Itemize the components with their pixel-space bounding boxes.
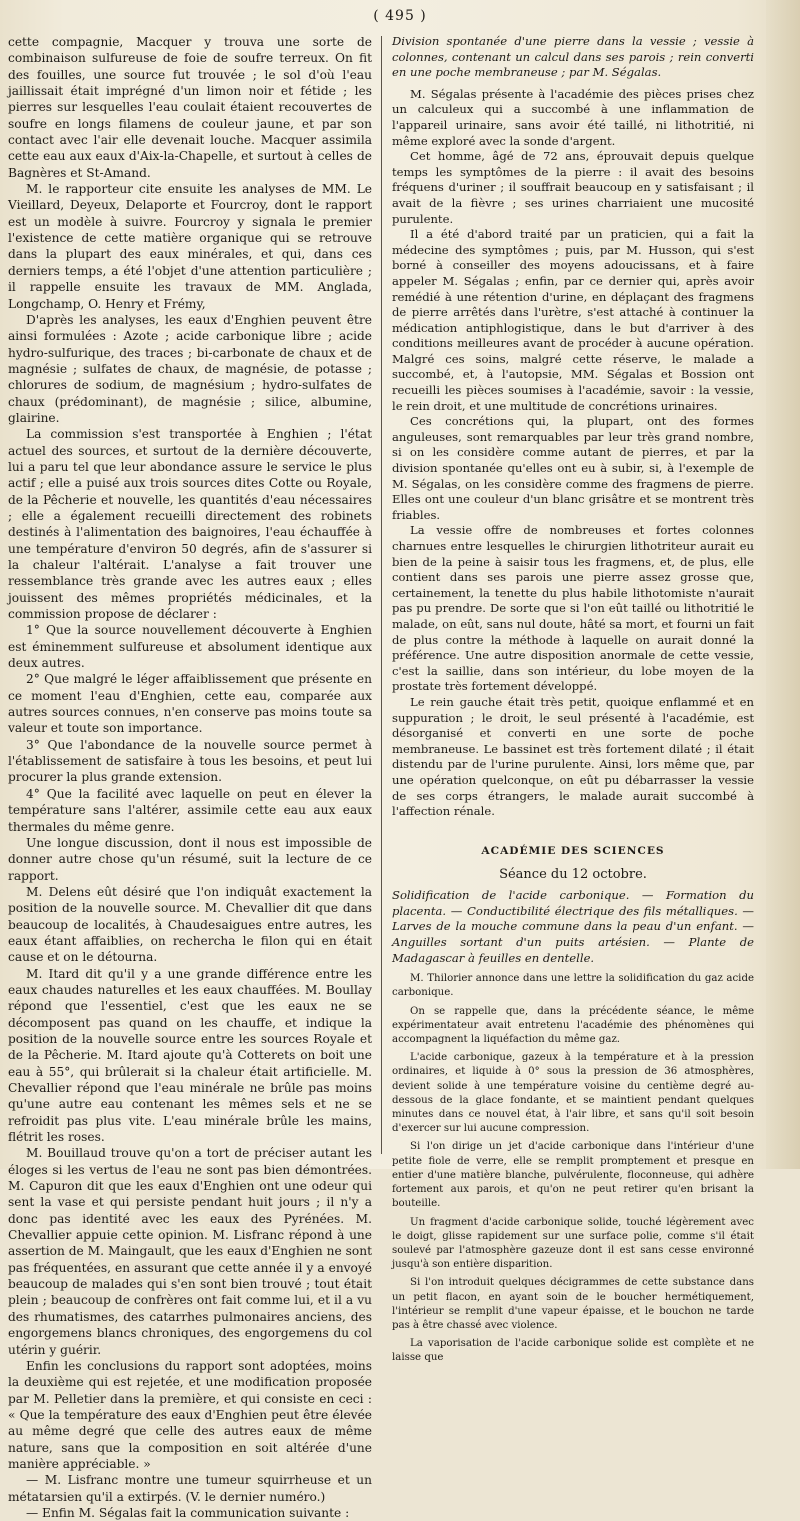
paragraph: Un fragment d'acide carbonique solide, touché légèrement avec le doigt, glisse rapidement sur une surface polie, comme s'il était soulevé par l'atmosphère gazeuze dont il est sans cesse environné jusqu'à son entière disparition. — [392, 1216, 754, 1271]
right-column — [392, 34, 754, 1364]
paragraph: On se rappelle que, dans la précédente séance, le même expérimentateur avait entretenu l'académie des phénomènes qui accompagnent la liquéfaction du même gaz. — [392, 1005, 754, 1046]
paragraph: M. Delens eût désiré que l'on indiquât exactement la position de la nouvelle source. M. Chevallier dit que dans beaucoup de localités, à Chaudesaigues entre autres, les eaux étant affaiblies, on rechercha le filon qui en était cause et on le détourna. — [8, 884, 372, 965]
paragraph: 2° Que malgré le léger affaiblissement que présente en ce moment l'eau d'Enghien, cette eau, comparée aux autres sources connues, n'en conserve pas moins toute sa valeur et toute son importance. — [8, 672, 372, 736]
paragraph: M. Ségalas présente à l'académie des pièces prises chez un calculeux qui a succombé à une inflammation de l'appareil urinaire, sans avoir été taillé, ni lithotritié, ni même exploré avec la sonde d'argent. — [392, 86, 754, 148]
left-column — [8, 34, 372, 1520]
paragraph: M. Bouillaud trouve qu'on a tort de préciser autant les éloges si les vertus de l'eau ne sont pas bien démontrées. M. Capuron dit que les eaux d'Enghien ont une odeur qui sent la vase et qui persiste pendant huit jours ; il n'y a donc pas identité avec les eaux des Pyrénées. M. Chevallier appuie cette opinion. M. Lisfranc répond à une assertion de M. Maingault, que les eaux d'Enghien ne sont pas fréquentées, en assurant que cette année il y a envoyé beaucoup de malades qui s'en sont bien trouvé ; tout était plein ; beaucoup de confrères ont fait comme lui, et il a vu des rhumatismes, des catarrhes pulmonaires anciens, des engorgemens blancs chroniques, des engorgemens du col utérin y guérir. — [8, 1146, 372, 1357]
paragraph: Si l'on dirige un jet d'acide carbonique dans l'intérieur d'une petite fiole de verre, elle se remplit promptement et presque en entier d'une matière blanche, pulvérulente, floconneuse, qui adhère fortement aux parois, et qu'on ne peut retirer qu'en brisant la bouteille. — [392, 1141, 754, 1210]
paragraph: La vessie offre de nombreuses et fortes colonnes charnues entre lesquelles le chirurgien lithotriteur aurait eu bien de la peine à saisir tous les fragmens, et, de plus, elle contient dans ses parois une pierre assez grosse que, certainement, la tenette du plus habile lithotomiste n'aurait pas pu prendre. De sorte que si l'on eût taillé ou lithotritié le malade, on eût, sans nul doute, hâté sa mort, et fourni un fait de plus contre la méthode à laquelle on aurait donné la préférence. Une autre disposition anormale de cette vessie, c'est la saillie, dans son intérieur, du lobe moyen de la prostate très fortement développé. — [392, 523, 754, 694]
paragraph: La commission s'est transportée à Enghien ; l'état actuel des sources, et surtout de la dernière découverte, lui a paru tel que leur abondance assure le service le plus actif ; elle a puisé aux trois sources dites Cotte ou Royale, de la Pêcherie et nouvelle, les quantités d'eau nécessaires ; elle a également recueilli directement des robinets destinés à l'alimentation des baignoires, l'eau échauffée à une température d'environ 50 degrés, afin de s'assurer si la chaleur l'altérait. L'analyse a fait trouver une ressemblance très grande avec les autres eaux ; elles jouissent des mêmes propriétés médicinales, et la commission propose de déclarer : — [8, 427, 372, 622]
paragraph: Cet homme, âgé de 72 ans, éprouvait depuis quelque temps les symptômes de la pierre : il avait des besoins fréquens d'uriner ; il souffrait beaucoup en y satisfaisant ; il avait de la fièvre ; ses urines charriaient une mucosité purulente. — [392, 149, 754, 226]
paragraph: — Enfin M. Ségalas fait la communication suivante : — [26, 1505, 350, 1520]
column-divider — [381, 36, 382, 1154]
paragraph: Le rein gauche était très petit, quoique enflammé et en suppuration ; le droit, le seul présenté à l'académie, est désorganisé et converti en une sorte de poche membraneuse. Le bassinet est très fortement dilaté ; il était distendu par de l'urine purulente. Ainsi, lors même que, par une opération quelconque, on eût pu débarrasser la vessie de ses corps étrangers, le malade aurait succombé à l'affection rénale. — [392, 694, 754, 819]
paragraph: Une longue discussion, dont il nous est impossible de donner autre chose qu'un résumé, suit la lecture de ce rapport. — [8, 835, 372, 883]
paragraph: Il a été d'abord traité par un praticien, qui a fait la médecine des symptômes ; puis, par M. Husson, qui s'est borné à conseiller des moyens adoucissans, et à faire appeler M. Ségalas ; enfin, par ce dernier qui, après avoir remédié à une rétention d'urine, en déplaçant des fragmens de pierre arrêtés dans l'urètre, s'est attaché à continuer la médication antiphlogistique, dans le but d'arriver à des conditions meilleures avant de procéder à aucune opération. Malgré ces soins, malgré cette réserve, le malade a succombé, et, à l'autopsie, MM. Ségalas et Bossion ont recueilli les pièces soumises à l'académie, savoir : la vessie, le rein droit, et une multitude de concrétions urinaires. — [392, 227, 754, 413]
paragraph: Enfin les conclusions du rapport sont adoptées, moins la deuxième qui est rejetée, et une modification proposée par M. Pelletier dans la première, et qui consiste en ceci : « Que la température des eaux d'Enghien peut être élevée au même degré que celle des autres eaux de même nature, sans que la composition en soit altérée d'une manière appréciable. » — [8, 1358, 372, 1471]
section-title: ACADÉMIE DES SCIENCES — [481, 844, 665, 857]
page-edge — [766, 0, 800, 1169]
session-summary: Solidification de l'acide carbonique. — Formation du placenta. — Conductibilité électrique des fils métalliques. — Larves de la mouche commune dans la peau d'un enfant. — Anguilles sortant d'un puits artésien. — Plante de Madagascar à feuilles en dentelle. — [392, 888, 754, 965]
paragraph: La vaporisation de l'acide carbonique solide est complète et ne laisse que — [392, 1338, 754, 1364]
paragraph: 3° Que l'abondance de la nouvelle source permet à l'établissement de satisfaire à tous les besoins, et peut lui procurer la plus grande extension. — [8, 737, 372, 785]
paragraph: cette compagnie, Macquer y trouva une sorte de combinaison sulfureuse de foie de soufre terreux. On fit des fouilles, une source fut trouvée ; le sol d'où l'eau jaillissait était imprégné d'un limon noir et fétide ; les pierres sur lesquelles l'eau coulait étaient recouvertes de soufre en longs filamens de couleur jaune, et par son contact avec l'air elle devenait louche. Macquer assimila cette eau aux eaux d'Aix-la-Chapelle, et surtout à celles de Bagnères et St-Amand. — [8, 35, 372, 180]
paragraph: M. Thilorier annonce dans une lettre la solidification du gaz acide carbonique. — [392, 973, 754, 999]
paragraph: 4° Que la facilité avec laquelle on peut en élever la température sans l'altérer, assimile cette eau aux eaux thermales du même genre. — [8, 786, 372, 834]
paragraph: Ces concrétions qui, la plupart, ont des formes anguleuses, sont remarquables par leur très grand nombre, si on les considère comme autant de pierres, et par la division spontanée qu'elles ont eu à subir, si, à l'exemple de M. Ségalas, on les considère comme des fragmens de pierre. Elles ont une couleur d'un blanc grisâtre et se montrent très friables. — [392, 414, 754, 522]
article-heading: Division spontanée d'une pierre dans la vessie ; vessie à colonnes, contenant un calcul dans ses parois ; rein converti en une poche membraneuse ; par M. Ségalas. — [392, 34, 754, 80]
session-date: Séance du 12 octobre. — [499, 866, 647, 882]
paragraph: Si l'on introduit quelques décigrammes de cette substance dans un petit flacon, en ayant soin de le boucher hermétiquement, l'intérieur se remplit d'une vapeur épaisse, et le bouchon ne tarde pas à être chassé avec violence. — [392, 1277, 754, 1331]
page-number: ( 495 ) — [373, 8, 427, 24]
paragraph: M. Itard dit qu'il y a une grande différence entre les eaux chaudes naturelles et les eaux chauffées. M. Boullay répond que l'essentiel, c'est que les eaux ne se décomposent pas quand on les chauffe, et indique la position de la nouvelle source entre les sources Royale et de la Pêcherie. M. Itard ajoute qu'à Cotterets on boit une eau à 55°, qui brûlerait si la chaleur était artificielle. M. Chevallier répond que l'eau minérale ne brûle pas moins qu'une autre eau contenant les mêmes sels et ne se refroidit pas plus vite. L'eau minérale brûle les mains, flétrit les roses. — [8, 966, 372, 1145]
paragraph: L'acide carbonique, gazeux à la température et à la pression ordinaires, et liquide à 0° sous la pression de 36 atmosphères, devient solide à une température voisine du centième degré au-dessous de la glace fondante, et se maintient pendant quelques minutes dans ce nouvel état, à l'air libre, et sans qu'il soit besoin d'exercer sur lui aucune compression. — [392, 1052, 754, 1135]
paragraph: — M. Lisfranc montre une tumeur squirrheuse et un métatarsien qu'il a extirpés. (V. le dernier numéro.) — [8, 1473, 372, 1504]
small-print-section — [392, 972, 754, 1365]
paragraph: M. le rapporteur cite ensuite les analyses de MM. Le Vieillard, Deyeux, Delaporte et Fourcroy, dont le rapport est un modèle à suivre. Fourcroy y signala le premier l'existence de cette matière organique qui se retrouve dans la plupart des eaux minérales, et qui, dans ces derniers temps, a été l'objet d'une attention particulière ; il rappelle ensuite les travaux de MM. Anglada, Longchamp, O. Henry et Frémy, — [8, 182, 372, 311]
paragraph: D'après les analyses, les eaux d'Enghien peuvent être ainsi formulées : Azote ; acide carbonique libre ; acide hydro-sulfurique, des traces ; bi-carbonate de chaux et de magnésie ; sulfates de chaux, de magnésie, de potasse ; chlorures de sodium, de magnésium ; hydro-sulfates de chaux (prédominant), de magnésie ; silice, albumine, glairine. — [8, 312, 372, 425]
paragraph: 1° Que la source nouvellement découverte à Enghien est éminemment sulfureuse et absolument identique aux deux autres. — [8, 623, 372, 671]
